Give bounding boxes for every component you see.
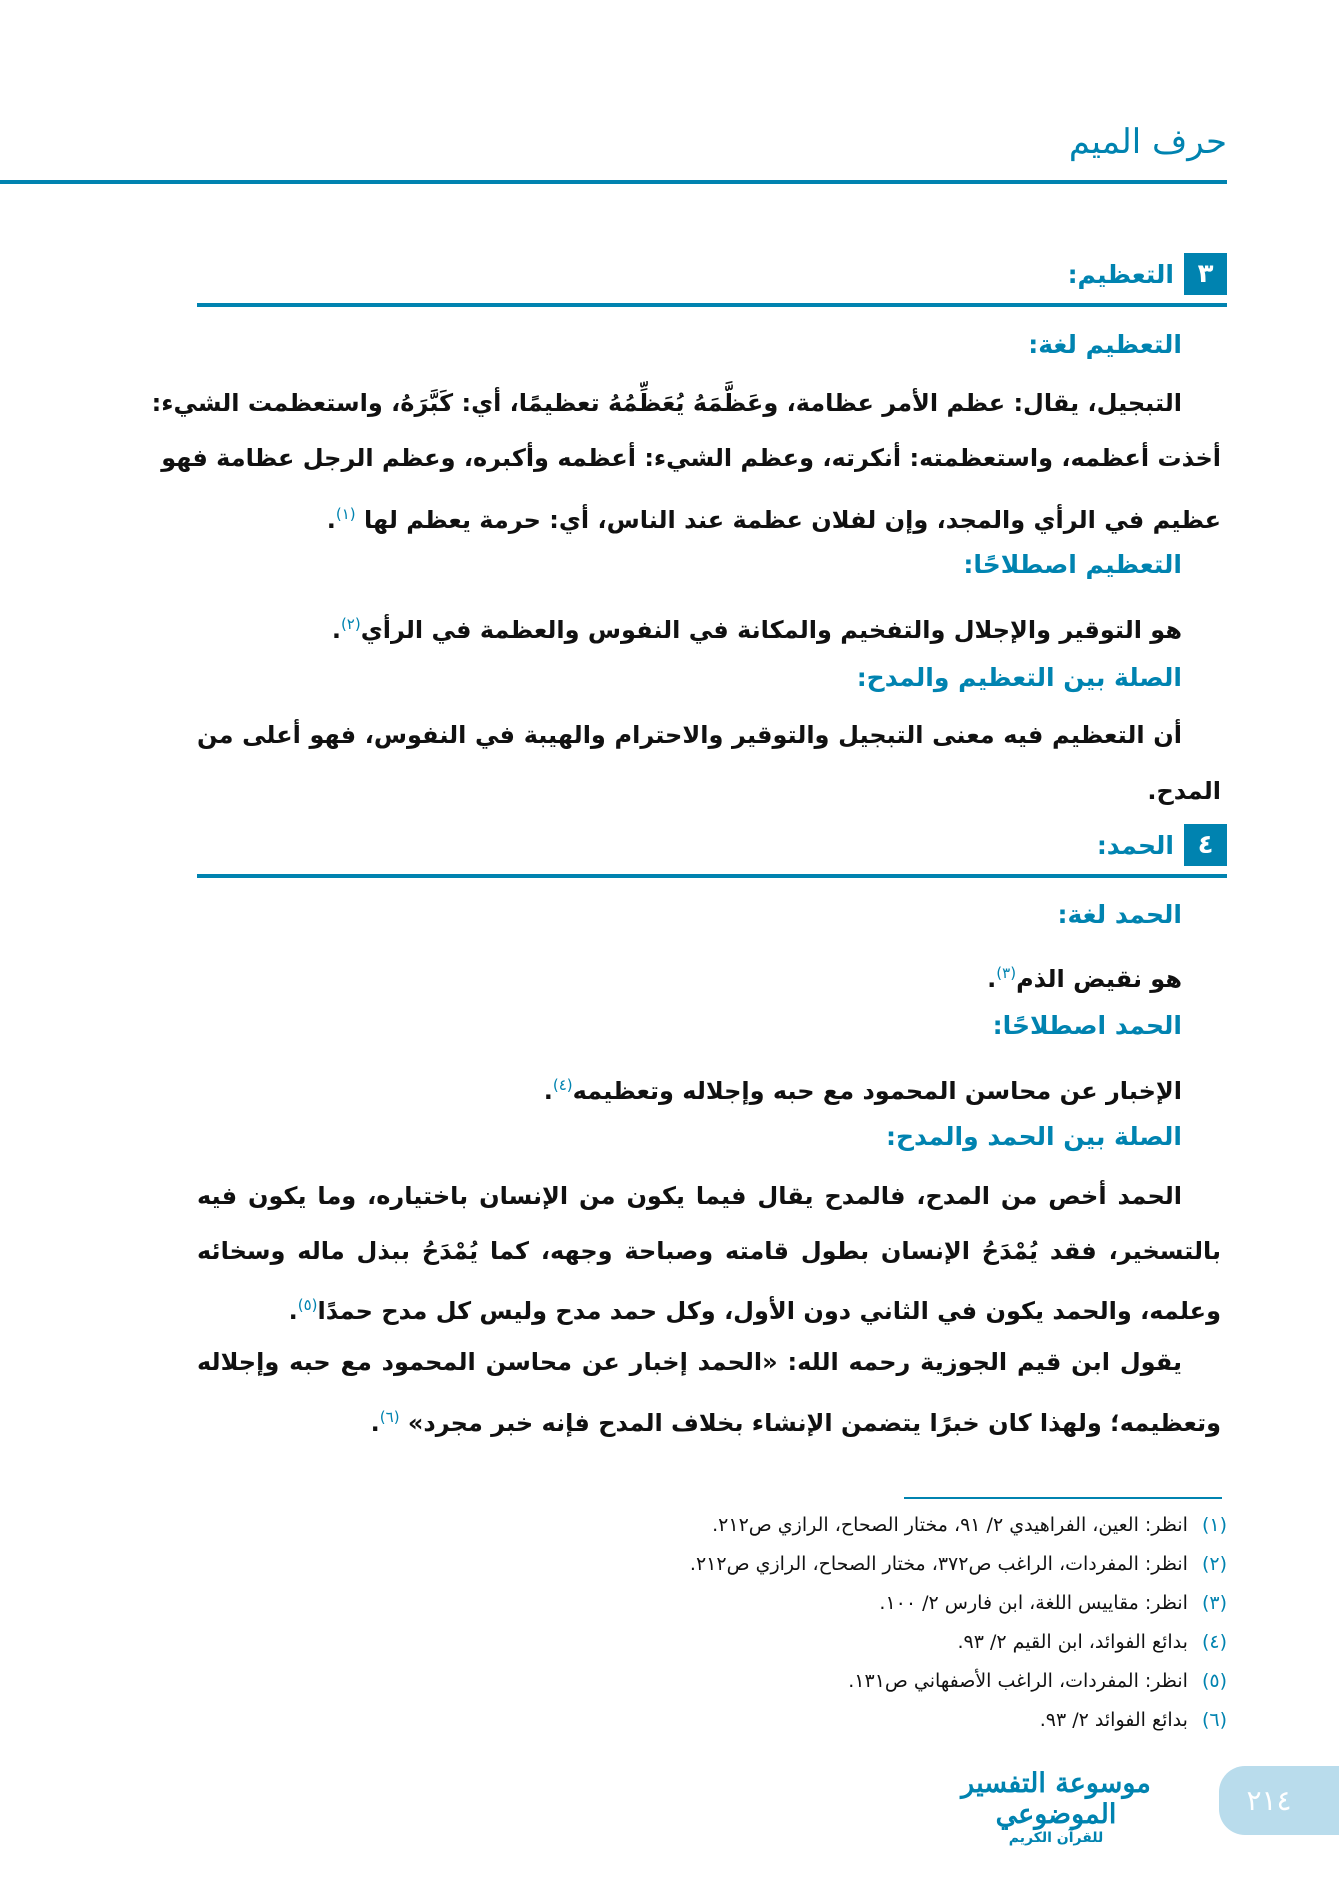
section-divider [197, 874, 1227, 878]
footnote-text: بدائع الفوائد ٢/ ٩٣. [1039, 1709, 1188, 1731]
section-divider [197, 303, 1227, 307]
subheading: الصلة بين التعظيم والمدح: [856, 663, 1182, 692]
logo-sub-text: للقرآن الكريم [1008, 1830, 1104, 1846]
header-divider [0, 180, 1227, 184]
text-line: وتعظيمه؛ ولهذا كان خبرًا يتضمن الإنشاء بخلاف المدح فإنه خبر مجرد» $^{(٦)}$. [370, 1408, 1221, 1437]
subheading: التعظيم لغة: [1028, 330, 1182, 359]
footnote-number: (٢) [1201, 1553, 1227, 1575]
footnote [848, 1670, 1227, 1692]
footnote-text: انظر: مقاييس اللغة، ابن فارس ٢/ ١٠٠. [879, 1592, 1188, 1614]
text-line: عظيم في الرأي والمجد، وإن لفلان عظمة عند الناس، أي: حرمة يعظم لها $^{(١)}$. [326, 505, 1221, 534]
text-line: هو التوقير والإجلال والتفخيم والمكانة في النفوس والعظمة في الرأي$^{(٢)}$. [331, 615, 1182, 644]
footnote-ref[interactable]: (١) [335, 505, 356, 523]
footnote-ref[interactable]: (٥) [297, 1296, 318, 1314]
text-line: الحمد أخص من المدح، فالمدح يقال فيما يكون من الإنسان باختياره، وما يكون فيه [197, 1182, 1182, 1210]
footnote-text: انظر: العين، الفراهيدي ٢/ ٩١، مختار الصحاح، الرازي ص٢١٢. [712, 1514, 1188, 1536]
footnote-ref[interactable]: (٢) [340, 615, 361, 633]
section-title: التعظيم: [1067, 259, 1174, 289]
subheading: الحمد اصطلاحًا: [992, 1011, 1182, 1040]
text-line: الإخبار عن محاسن المحمود مع حبه وإجلاله وتعظيمه$^{(٤)}$. [543, 1076, 1182, 1105]
subheading: الحمد لغة: [1057, 900, 1182, 929]
footnote-number: (٤) [1201, 1631, 1227, 1653]
footnote-text: بدائع الفوائد، ابن القيم ٢/ ٩٣. [957, 1631, 1188, 1653]
footnote-text: انظر: المفردات، الراغب ص٣٧٢، مختار الصحاح، الرازي ص٢١٢. [689, 1553, 1188, 1575]
footnote-separator [904, 1497, 1222, 1499]
chapter-title: حرف الميم [1068, 122, 1227, 162]
section-number: ٣ [1184, 253, 1227, 295]
text-line: وعلمه، والحمد يكون في الثاني دون الأول، وكل حمد مدح وليس كل مدح حمدًا$^{(٥)}$. [288, 1296, 1221, 1325]
section-title: الحمد: [1096, 830, 1174, 860]
encyclopedia-logo [934, 1768, 1178, 1848]
footnote-text: انظر: المفردات، الراغب الأصفهاني ص١٣١. [848, 1670, 1188, 1692]
subheading: التعظيم اصطلاحًا: [963, 550, 1182, 579]
text-line: التبجيل، يقال: عظم الأمر عظامة، وعَظَّمَهُ يُعَظِّمُهُ تعظيمًا، أي: كَبَّرَهُ، واستعظمت الشيء: [151, 389, 1182, 417]
text-line: أخذت أعظمه، واستعظمته: أنكرته، وعظم الشيء: أعظمه وأكبره، وعظم الرجل عظامة فهو [161, 444, 1221, 472]
footnote-ref[interactable]: (٦) [379, 1408, 400, 1426]
section-heading-3 [1068, 253, 1227, 295]
text-line: أن التعظيم فيه معنى التبجيل والتوقير والاحترام والهيبة في النفوس، فهو أعلى من [197, 721, 1182, 749]
text-line: المدح. [1147, 777, 1221, 805]
footnote-number: (١) [1201, 1514, 1227, 1536]
text-line: يقول ابن قيم الجوزية رحمه الله: «الحمد إخبار عن محاسن المحمود مع حبه وإجلاله [197, 1348, 1182, 1376]
footnote [879, 1592, 1227, 1614]
footnote [712, 1514, 1227, 1536]
section-heading-4 [1097, 824, 1227, 866]
footnote-ref[interactable]: (٣) [996, 964, 1017, 982]
section-number: ٤ [1184, 824, 1227, 866]
text-line: هو نقيض الذم$^{(٣)}$. [987, 964, 1182, 993]
footnote-number: (٦) [1201, 1709, 1227, 1731]
text-line: بالتسخير، فقد يُمْدَحُ الإنسان بطول قامته وصباحة وجهه، كما يُمْدَحُ ببذل ماله وسخائه [197, 1237, 1221, 1265]
page-number: ٢١٤ [1219, 1766, 1339, 1835]
subheading: الصلة بين الحمد والمدح: [885, 1122, 1182, 1151]
footnote [1040, 1709, 1227, 1731]
footnote [957, 1631, 1227, 1653]
footnote-number: (٥) [1201, 1670, 1227, 1692]
footnote [690, 1553, 1227, 1575]
logo-main-text: موسوعة التفسير الموضوعي [961, 1768, 1151, 1830]
footnote-ref[interactable]: (٤) [552, 1076, 573, 1094]
footnote-number: (٣) [1201, 1592, 1227, 1614]
